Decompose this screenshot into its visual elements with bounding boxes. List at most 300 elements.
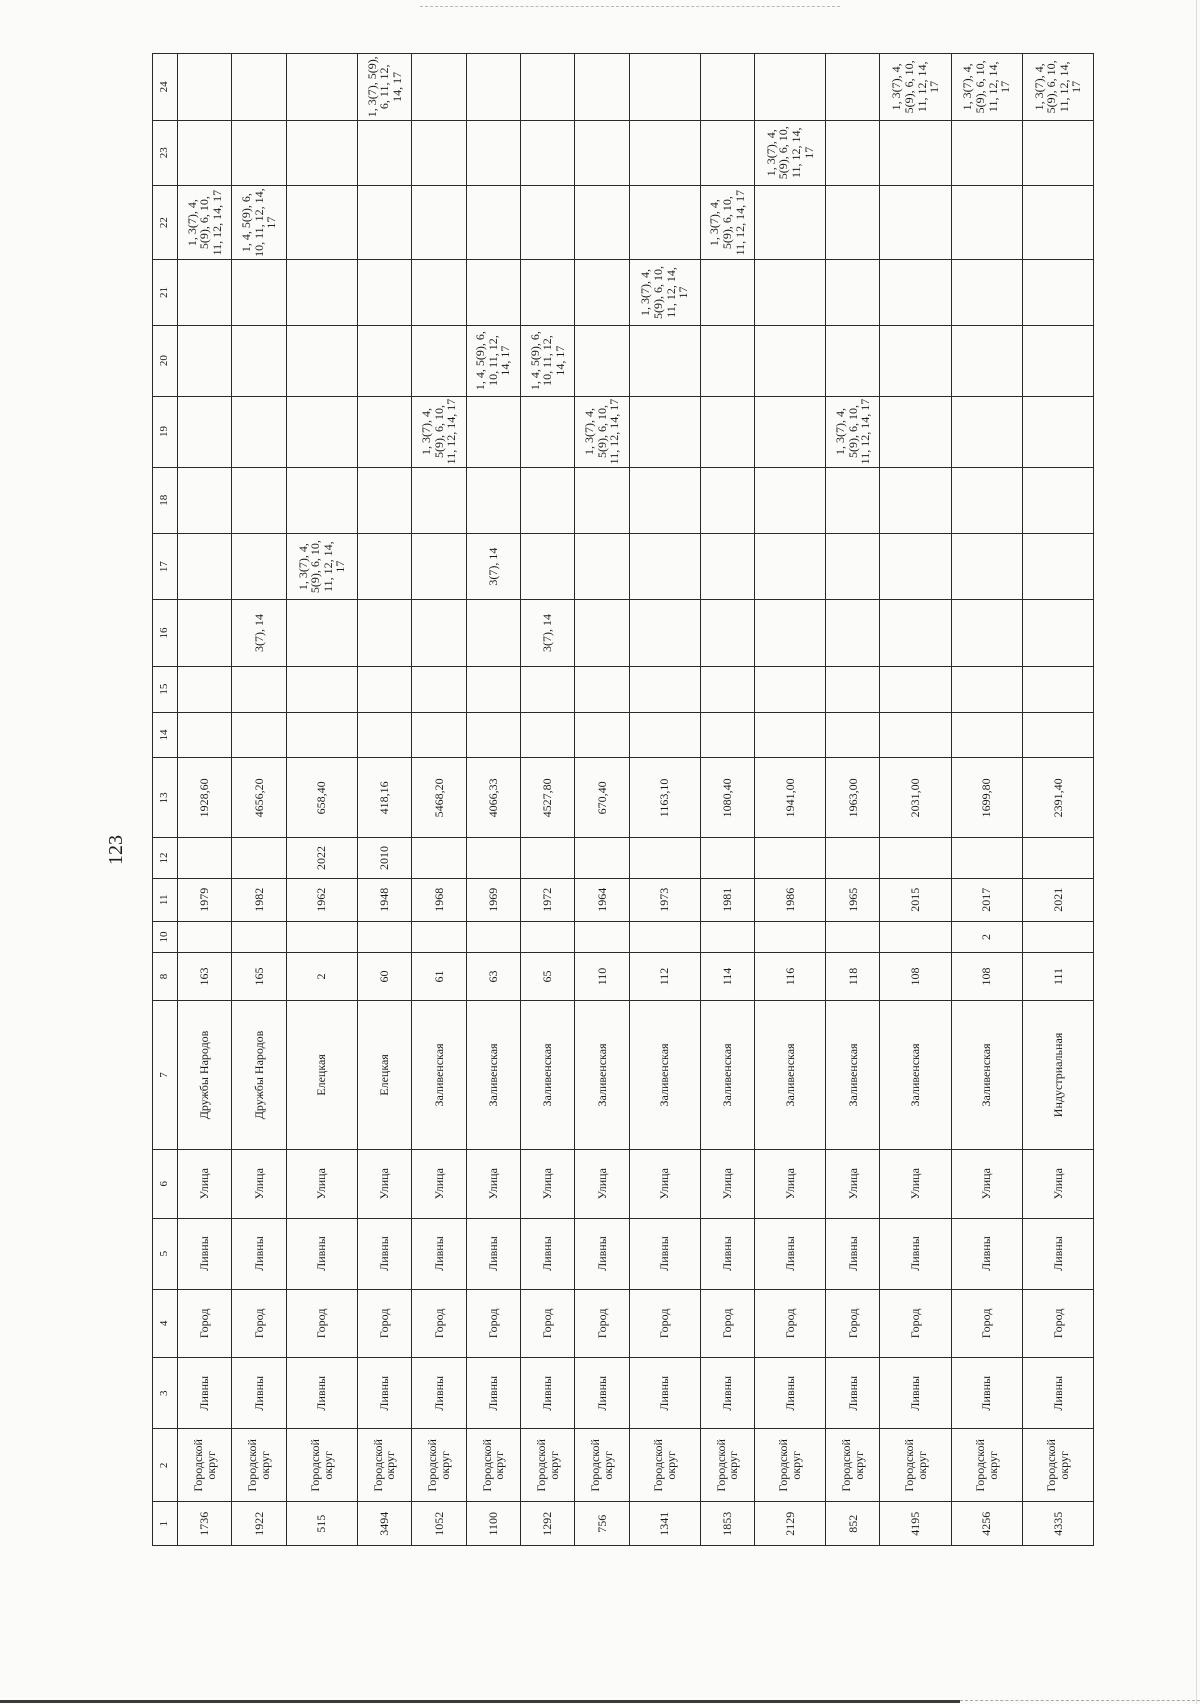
cell-21 xyxy=(755,260,826,325)
cell-15 xyxy=(700,666,754,712)
cell-19 xyxy=(520,396,574,467)
cell-2: Городской округ xyxy=(575,1429,629,1502)
cell-24 xyxy=(826,54,880,121)
cell-4: Город xyxy=(755,1289,826,1358)
cell-1: 4195 xyxy=(880,1502,951,1546)
cell-18 xyxy=(575,467,629,533)
cell-22 xyxy=(466,185,520,259)
column-number-cell: 12 xyxy=(153,838,178,878)
cell-21: 1, 3(7), 4, 5(9), 6, 10, 11, 12, 14, 17 xyxy=(629,260,700,325)
cell-15 xyxy=(357,666,411,712)
cell-5: Ливны xyxy=(232,1218,286,1289)
cell-12: 2022 xyxy=(286,838,357,878)
cell-3: Ливны xyxy=(357,1358,411,1429)
cell-22 xyxy=(520,185,574,259)
table-row xyxy=(466,54,520,1546)
cell-13: 4066,33 xyxy=(466,758,520,838)
cell-14 xyxy=(880,712,951,758)
cell-6: Улица xyxy=(412,1149,466,1218)
cell-15 xyxy=(880,666,951,712)
cell-1: 1341 xyxy=(629,1502,700,1546)
cell-21 xyxy=(880,260,951,325)
cell-24 xyxy=(178,54,232,121)
cell-24 xyxy=(412,54,466,121)
cell-6: Улица xyxy=(880,1149,951,1218)
cell-18 xyxy=(232,467,286,533)
cell-17 xyxy=(755,533,826,599)
cell-18 xyxy=(629,467,700,533)
cell-2: Городской округ xyxy=(700,1429,754,1502)
cell-18 xyxy=(1022,467,1093,533)
cell-14 xyxy=(1022,712,1093,758)
cell-24: 1, 3(7), 4, 5(9), 6, 10, 11, 12, 14, 17 xyxy=(880,54,951,121)
cell-8: 112 xyxy=(629,952,700,1000)
cell-19 xyxy=(951,396,1022,467)
cell-19: 1, 3(7), 4, 5(9), 6, 10, 11, 12, 14, 17 xyxy=(575,396,629,467)
cell-6: Улица xyxy=(232,1149,286,1218)
cell-10 xyxy=(880,922,951,953)
cell-6: Улица xyxy=(286,1149,357,1218)
cell-17 xyxy=(520,533,574,599)
cell-8: 116 xyxy=(755,952,826,1000)
cell-18 xyxy=(412,467,466,533)
cell-6: Улица xyxy=(826,1149,880,1218)
cell-7: Заливенская xyxy=(755,1001,826,1150)
cell-11: 2015 xyxy=(880,878,951,922)
table-row xyxy=(412,54,466,1546)
cell-24 xyxy=(629,54,700,121)
cell-15 xyxy=(178,666,232,712)
cell-18 xyxy=(700,467,754,533)
cell-4: Город xyxy=(1022,1289,1093,1358)
cell-2: Городской округ xyxy=(520,1429,574,1502)
cell-7: Елецкая xyxy=(357,1001,411,1150)
table-row xyxy=(880,54,951,1546)
cell-12 xyxy=(951,838,1022,878)
cell-8: 65 xyxy=(520,952,574,1000)
cell-12 xyxy=(826,838,880,878)
cell-15 xyxy=(286,666,357,712)
cell-21 xyxy=(520,260,574,325)
cell-14 xyxy=(286,712,357,758)
scan-artifact-top xyxy=(420,6,840,8)
cell-12 xyxy=(629,838,700,878)
cell-24 xyxy=(520,54,574,121)
cell-3: Ливны xyxy=(1022,1358,1093,1429)
cell-23 xyxy=(466,120,520,185)
cell-17 xyxy=(826,533,880,599)
cell-13: 1963,00 xyxy=(826,758,880,838)
cell-11: 1972 xyxy=(520,878,574,922)
cell-7: Индустриальная xyxy=(1022,1001,1093,1150)
cell-14 xyxy=(826,712,880,758)
cell-2: Городской округ xyxy=(629,1429,700,1502)
cell-2: Городской округ xyxy=(880,1429,951,1502)
cell-4: Город xyxy=(629,1289,700,1358)
cell-18 xyxy=(826,467,880,533)
cell-23 xyxy=(520,120,574,185)
cell-3: Ливны xyxy=(951,1358,1022,1429)
cell-15 xyxy=(232,666,286,712)
column-number-cell: 23 xyxy=(153,120,178,185)
cell-16 xyxy=(178,600,232,666)
table-row xyxy=(755,54,826,1546)
cell-15 xyxy=(1022,666,1093,712)
cell-6: Улица xyxy=(1022,1149,1093,1218)
cell-3: Ливны xyxy=(575,1358,629,1429)
cell-11: 1948 xyxy=(357,878,411,922)
cell-5: Ливны xyxy=(700,1218,754,1289)
cell-6: Улица xyxy=(178,1149,232,1218)
cell-7: Заливенская xyxy=(466,1001,520,1150)
cell-14 xyxy=(466,712,520,758)
register-table-rotated xyxy=(152,53,1094,1546)
cell-1: 2129 xyxy=(755,1502,826,1546)
cell-12: 2010 xyxy=(357,838,411,878)
register-table xyxy=(152,53,1094,1546)
column-number-cell: 8 xyxy=(153,952,178,1000)
cell-20 xyxy=(880,325,951,396)
column-number-cell: 11 xyxy=(153,878,178,922)
cell-11: 1965 xyxy=(826,878,880,922)
cell-11: 2017 xyxy=(951,878,1022,922)
cell-13: 5468,20 xyxy=(412,758,466,838)
cell-21 xyxy=(357,260,411,325)
cell-20 xyxy=(412,325,466,396)
cell-24: 1, 3(7), 4, 5(9), 6, 10, 11, 12, 14, 17 xyxy=(1022,54,1093,121)
cell-21 xyxy=(700,260,754,325)
cell-8: 165 xyxy=(232,952,286,1000)
cell-23 xyxy=(575,120,629,185)
cell-3: Ливны xyxy=(755,1358,826,1429)
cell-7: Заливенская xyxy=(412,1001,466,1150)
cell-10 xyxy=(575,922,629,953)
cell-24 xyxy=(286,54,357,121)
cell-5: Ливны xyxy=(755,1218,826,1289)
column-number-cell: 5 xyxy=(153,1218,178,1289)
cell-2: Городской округ xyxy=(951,1429,1022,1502)
cell-11: 1979 xyxy=(178,878,232,922)
page-number: 123 xyxy=(105,835,127,865)
cell-6: Улица xyxy=(700,1149,754,1218)
cell-10 xyxy=(286,922,357,953)
cell-14 xyxy=(951,712,1022,758)
column-number-cell: 7 xyxy=(153,1001,178,1150)
cell-10: 2 xyxy=(951,922,1022,953)
cell-2: Городской округ xyxy=(286,1429,357,1502)
cell-18 xyxy=(286,467,357,533)
cell-11: 1968 xyxy=(412,878,466,922)
cell-18 xyxy=(466,467,520,533)
cell-8: 114 xyxy=(700,952,754,1000)
cell-7: Заливенская xyxy=(826,1001,880,1150)
cell-7: Заливенская xyxy=(520,1001,574,1150)
cell-17 xyxy=(575,533,629,599)
cell-11: 1969 xyxy=(466,878,520,922)
cell-23 xyxy=(178,120,232,185)
cell-13: 1928,60 xyxy=(178,758,232,838)
cell-16 xyxy=(466,600,520,666)
cell-4: Город xyxy=(357,1289,411,1358)
scan-edge-right xyxy=(1196,0,1197,1704)
cell-15 xyxy=(412,666,466,712)
cell-15 xyxy=(755,666,826,712)
table-row xyxy=(178,54,232,1546)
cell-22 xyxy=(951,185,1022,259)
column-number-cell: 21 xyxy=(153,260,178,325)
column-number-cell: 1 xyxy=(153,1502,178,1546)
cell-3: Ливны xyxy=(232,1358,286,1429)
cell-12 xyxy=(1022,838,1093,878)
cell-19 xyxy=(700,396,754,467)
cell-8: 60 xyxy=(357,952,411,1000)
cell-20 xyxy=(700,325,754,396)
cell-13: 1699,80 xyxy=(951,758,1022,838)
cell-1: 1922 xyxy=(232,1502,286,1546)
cell-23 xyxy=(232,120,286,185)
cell-16 xyxy=(880,600,951,666)
cell-15 xyxy=(520,666,574,712)
cell-7: Заливенская xyxy=(951,1001,1022,1150)
cell-7: Елецкая xyxy=(286,1001,357,1150)
column-number-cell: 18 xyxy=(153,467,178,533)
cell-4: Город xyxy=(700,1289,754,1358)
cell-17: 3(7), 14 xyxy=(466,533,520,599)
cell-22 xyxy=(412,185,466,259)
cell-5: Ливны xyxy=(951,1218,1022,1289)
cell-19 xyxy=(286,396,357,467)
table-row xyxy=(520,54,574,1546)
cell-12 xyxy=(178,838,232,878)
cell-8: 108 xyxy=(880,952,951,1000)
cell-4: Город xyxy=(951,1289,1022,1358)
cell-18 xyxy=(880,467,951,533)
cell-14 xyxy=(629,712,700,758)
cell-11: 1962 xyxy=(286,878,357,922)
cell-20 xyxy=(232,325,286,396)
cell-6: Улица xyxy=(755,1149,826,1218)
cell-12 xyxy=(412,838,466,878)
cell-22 xyxy=(826,185,880,259)
cell-13: 1941,00 xyxy=(755,758,826,838)
cell-21 xyxy=(826,260,880,325)
column-number-cell: 6 xyxy=(153,1149,178,1218)
cell-22 xyxy=(575,185,629,259)
cell-1: 1100 xyxy=(466,1502,520,1546)
cell-20 xyxy=(755,325,826,396)
cell-24 xyxy=(700,54,754,121)
register-table-frame xyxy=(152,53,1094,1546)
cell-20 xyxy=(575,325,629,396)
cell-10 xyxy=(357,922,411,953)
cell-13: 2031,00 xyxy=(880,758,951,838)
table-row xyxy=(951,54,1022,1546)
cell-18 xyxy=(755,467,826,533)
cell-12 xyxy=(575,838,629,878)
cell-19 xyxy=(629,396,700,467)
cell-14 xyxy=(232,712,286,758)
cell-8: 111 xyxy=(1022,952,1093,1000)
cell-19 xyxy=(466,396,520,467)
cell-16 xyxy=(575,600,629,666)
cell-13: 1163,10 xyxy=(629,758,700,838)
cell-3: Ливны xyxy=(178,1358,232,1429)
cell-15 xyxy=(575,666,629,712)
cell-23 xyxy=(286,120,357,185)
cell-5: Ливны xyxy=(1022,1218,1093,1289)
table-row xyxy=(700,54,754,1546)
cell-3: Ливны xyxy=(629,1358,700,1429)
cell-2: Городской округ xyxy=(466,1429,520,1502)
cell-14 xyxy=(520,712,574,758)
cell-20 xyxy=(286,325,357,396)
cell-21 xyxy=(412,260,466,325)
cell-22 xyxy=(1022,185,1093,259)
cell-22: 1, 4, 5(9), 6, 10, 11, 12, 14, 17 xyxy=(232,185,286,259)
cell-4: Город xyxy=(880,1289,951,1358)
cell-1: 1292 xyxy=(520,1502,574,1546)
cell-1: 1052 xyxy=(412,1502,466,1546)
cell-3: Ливны xyxy=(286,1358,357,1429)
cell-3: Ливны xyxy=(412,1358,466,1429)
cell-13: 1080,40 xyxy=(700,758,754,838)
cell-3: Ливны xyxy=(466,1358,520,1429)
cell-20: 1, 4, 5(9), 6, 10, 11, 12, 14, 17 xyxy=(520,325,574,396)
cell-14 xyxy=(700,712,754,758)
cell-6: Улица xyxy=(951,1149,1022,1218)
cell-4: Город xyxy=(178,1289,232,1358)
cell-10 xyxy=(826,922,880,953)
cell-17 xyxy=(357,533,411,599)
cell-23 xyxy=(357,120,411,185)
cell-18 xyxy=(520,467,574,533)
cell-23 xyxy=(700,120,754,185)
cell-13: 4656,20 xyxy=(232,758,286,838)
cell-10 xyxy=(466,922,520,953)
cell-16 xyxy=(357,600,411,666)
scan-artifact-bottom xyxy=(0,1700,960,1703)
cell-10 xyxy=(755,922,826,953)
cell-21 xyxy=(951,260,1022,325)
cell-20 xyxy=(178,325,232,396)
cell-22 xyxy=(629,185,700,259)
cell-10 xyxy=(412,922,466,953)
cell-23 xyxy=(880,120,951,185)
cell-6: Улица xyxy=(357,1149,411,1218)
cell-19 xyxy=(357,396,411,467)
cell-12 xyxy=(755,838,826,878)
cell-20: 1, 4, 5(9), 6, 10, 11, 12, 14, 17 xyxy=(466,325,520,396)
cell-14 xyxy=(575,712,629,758)
cell-19 xyxy=(880,396,951,467)
cell-22: 1, 3(7), 4, 5(9), 6, 10, 11, 12, 14, 17 xyxy=(178,185,232,259)
cell-16 xyxy=(826,600,880,666)
cell-11: 2021 xyxy=(1022,878,1093,922)
cell-12 xyxy=(466,838,520,878)
cell-10 xyxy=(1022,922,1093,953)
cell-21 xyxy=(232,260,286,325)
cell-6: Улица xyxy=(629,1149,700,1218)
column-number-cell: 24 xyxy=(153,54,178,121)
cell-1: 4256 xyxy=(951,1502,1022,1546)
cell-22 xyxy=(286,185,357,259)
cell-23 xyxy=(1022,120,1093,185)
cell-4: Город xyxy=(826,1289,880,1358)
cell-11: 1973 xyxy=(629,878,700,922)
cell-21 xyxy=(178,260,232,325)
cell-15 xyxy=(466,666,520,712)
cell-11: 1986 xyxy=(755,878,826,922)
cell-16 xyxy=(755,600,826,666)
cell-22 xyxy=(357,185,411,259)
cell-17 xyxy=(232,533,286,599)
cell-17 xyxy=(629,533,700,599)
cell-1: 1853 xyxy=(700,1502,754,1546)
cell-19: 1, 3(7), 4, 5(9), 6, 10, 11, 12, 14, 17 xyxy=(826,396,880,467)
cell-16 xyxy=(700,600,754,666)
column-number-cell: 17 xyxy=(153,533,178,599)
cell-7: Дружбы Народов xyxy=(178,1001,232,1150)
cell-19 xyxy=(755,396,826,467)
cell-18 xyxy=(357,467,411,533)
cell-5: Ливны xyxy=(412,1218,466,1289)
cell-2: Городской округ xyxy=(826,1429,880,1502)
cell-21 xyxy=(466,260,520,325)
cell-4: Город xyxy=(520,1289,574,1358)
table-row xyxy=(1022,54,1093,1546)
cell-24 xyxy=(575,54,629,121)
table-row xyxy=(575,54,629,1546)
cell-12 xyxy=(232,838,286,878)
cell-23 xyxy=(951,120,1022,185)
column-number-cell: 22 xyxy=(153,185,178,259)
cell-8: 163 xyxy=(178,952,232,1000)
cell-17 xyxy=(951,533,1022,599)
cell-7: Заливенская xyxy=(629,1001,700,1150)
cell-19 xyxy=(178,396,232,467)
cell-14 xyxy=(178,712,232,758)
cell-20 xyxy=(1022,325,1093,396)
cell-16 xyxy=(412,600,466,666)
cell-15 xyxy=(826,666,880,712)
cell-10 xyxy=(520,922,574,953)
cell-24: 1, 3(7), 4, 5(9), 6, 10, 11, 12, 14, 17 xyxy=(951,54,1022,121)
cell-8: 108 xyxy=(951,952,1022,1000)
cell-2: Городской округ xyxy=(232,1429,286,1502)
cell-2: Городской округ xyxy=(412,1429,466,1502)
cell-7: Заливенская xyxy=(575,1001,629,1150)
cell-8: 63 xyxy=(466,952,520,1000)
cell-23: 1, 3(7), 4, 5(9), 6, 10, 11, 12, 14, 17 xyxy=(755,120,826,185)
cell-20 xyxy=(357,325,411,396)
cell-24 xyxy=(232,54,286,121)
cell-1: 515 xyxy=(286,1502,357,1546)
cell-18 xyxy=(951,467,1022,533)
cell-14 xyxy=(412,712,466,758)
table-row xyxy=(232,54,286,1546)
cell-5: Ливны xyxy=(357,1218,411,1289)
cell-10 xyxy=(232,922,286,953)
cell-23 xyxy=(629,120,700,185)
cell-6: Улица xyxy=(466,1149,520,1218)
column-number-cell: 16 xyxy=(153,600,178,666)
cell-7: Дружбы Народов xyxy=(232,1001,286,1150)
cell-8: 118 xyxy=(826,952,880,1000)
cell-7: Заливенская xyxy=(700,1001,754,1150)
cell-4: Город xyxy=(412,1289,466,1358)
cell-22 xyxy=(880,185,951,259)
cell-17 xyxy=(412,533,466,599)
